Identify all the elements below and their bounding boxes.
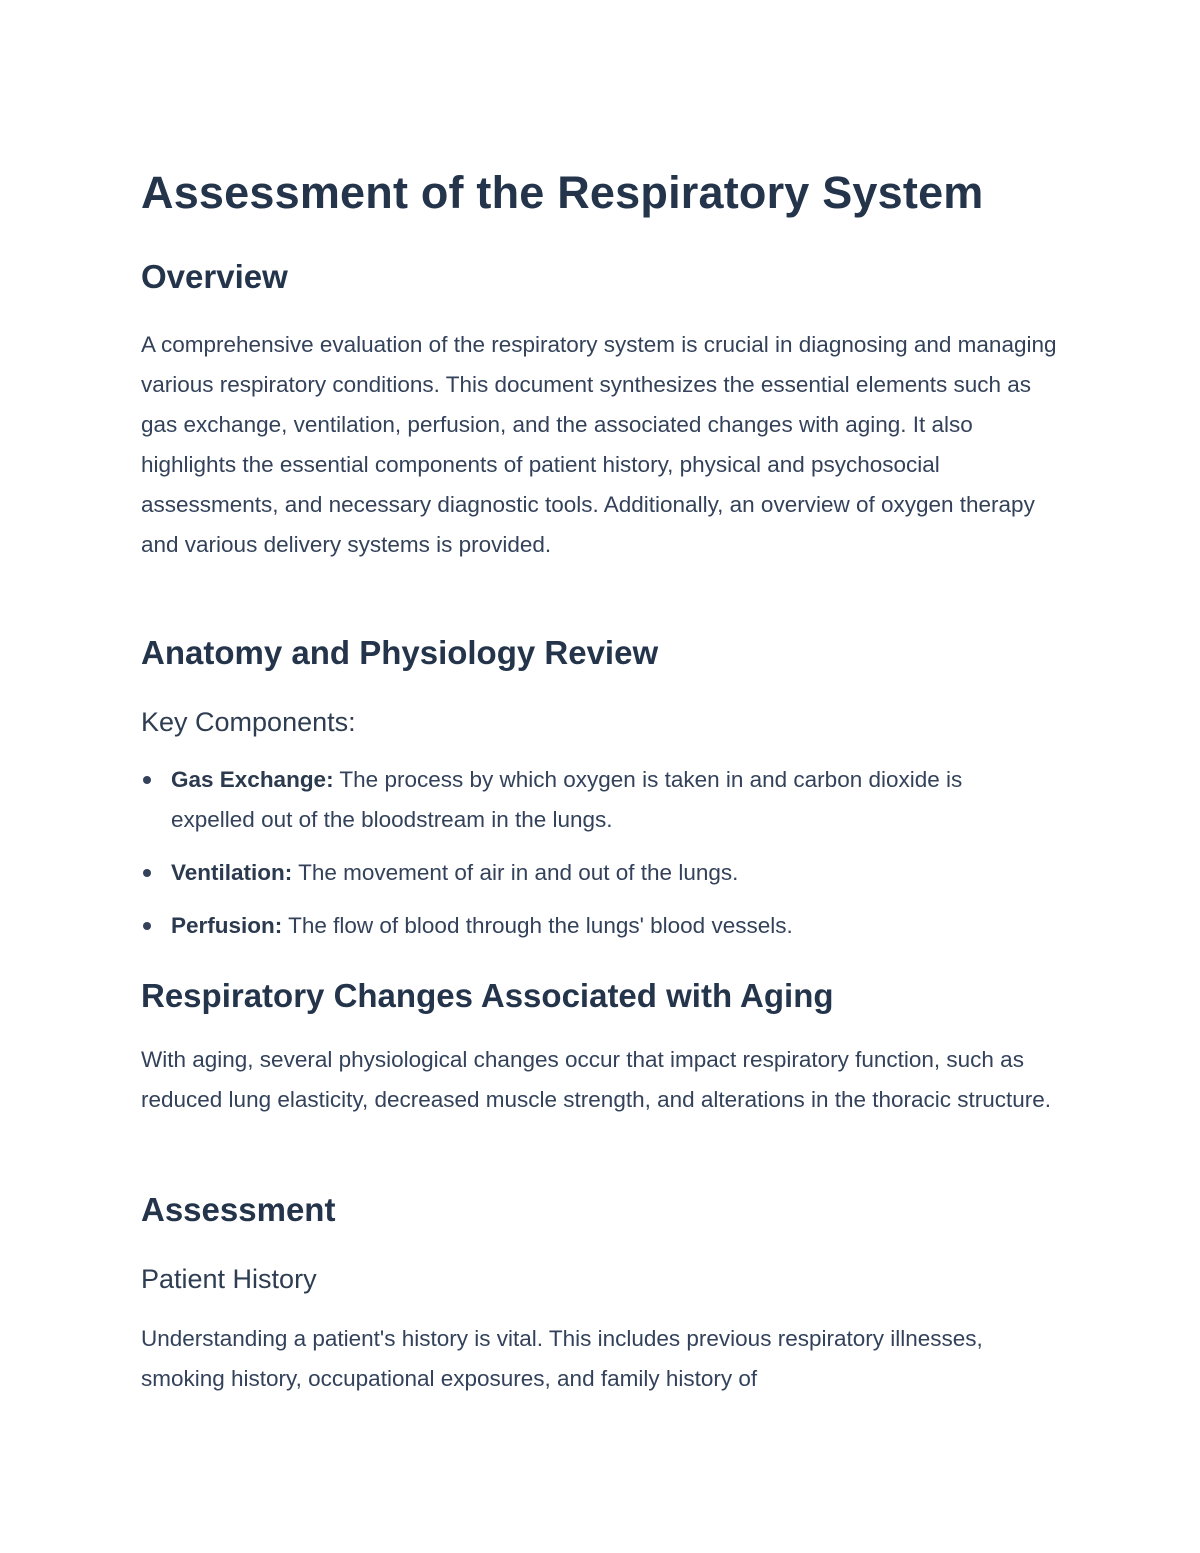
anatomy-heading: Anatomy and Physiology Review	[141, 634, 659, 671]
patient-history-paragraph: Understanding a patient's history is vital. This includes previous respiratory illnesses, smoking history, occupational exposures, and family history of	[141, 1326, 983, 1391]
key-components-subheading: Key Components:	[141, 707, 356, 737]
bullet-icon	[143, 922, 151, 930]
list-item-desc: The process by which oxygen is taken in and carbon dioxide is expelled out of the bloodstream in the lungs.	[171, 767, 963, 832]
aging-heading: Respiratory Changes Associated with Aging	[141, 977, 834, 1014]
list-item-term: Ventilation:	[171, 860, 293, 885]
assessment-heading: Assessment	[141, 1191, 336, 1228]
list-item-term: Perfusion:	[171, 913, 283, 938]
key-components-list	[141, 760, 1031, 959]
document-title: Assessment of the Respiratory System	[141, 167, 984, 218]
bullet-icon	[143, 869, 151, 877]
list-item-desc: The flow of blood through the lungs' blood vessels.	[282, 913, 793, 938]
overview-heading: Overview	[141, 258, 288, 295]
aging-paragraph: With aging, several physiological changes occur that impact respiratory function, such as reduced lung elasticity, decreased muscle strength, and alterations in the thoracic structure.	[141, 1047, 1052, 1112]
list-item-gas-exchange	[141, 760, 1031, 840]
list-item-perfusion	[141, 906, 1031, 946]
overview-paragraph: A comprehensive evaluation of the respiratory system is crucial in diagnosing and managing various respiratory conditions. This document synthesizes the essential elements such as gas exchange, ventilation, perfusion, and the associated changes with aging. It also highlights the essential components of patient history, physical and psychosocial assessments, and necessary diagnostic tools. Additionally, an overview of oxygen therapy and various delivery systems is provided.	[141, 332, 1057, 557]
list-item-ventilation	[141, 853, 1031, 893]
list-item-desc: The movement of air in and out of the lungs.	[292, 860, 739, 885]
patient-history-subheading: Patient History	[141, 1264, 317, 1294]
list-item-term: Gas Exchange:	[171, 767, 334, 792]
bullet-icon	[143, 776, 151, 784]
